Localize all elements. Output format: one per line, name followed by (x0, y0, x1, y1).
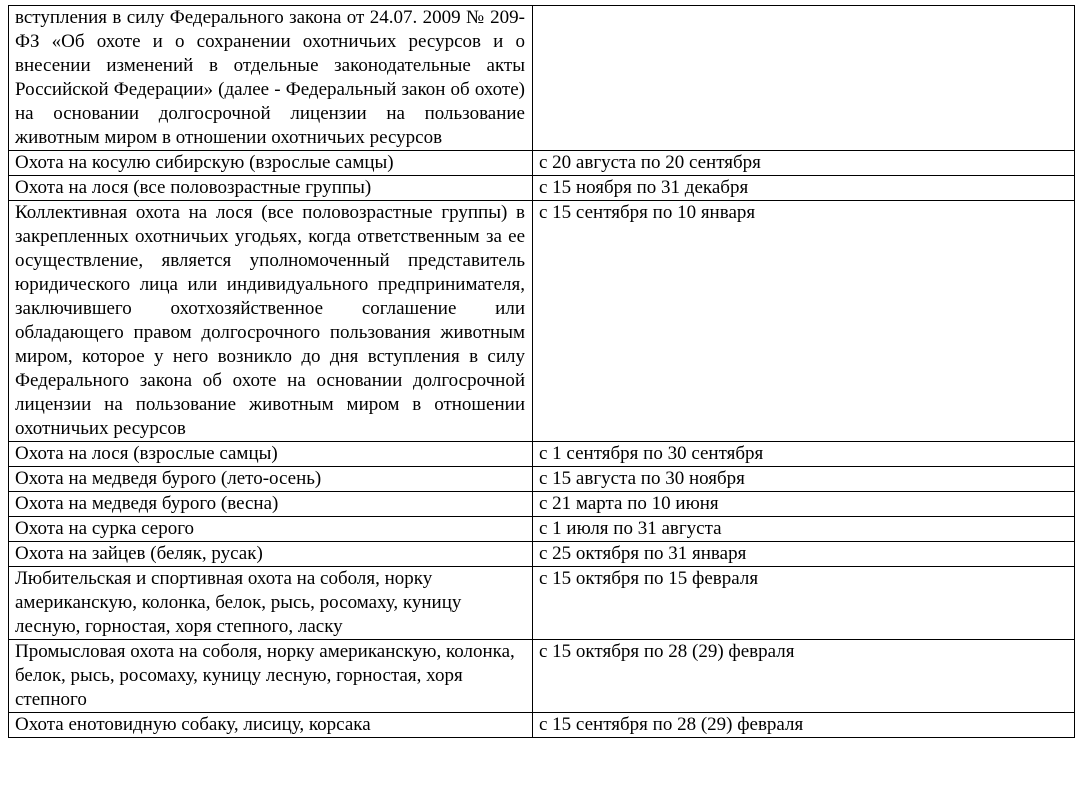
table-row (9, 151, 1075, 176)
hunting-type-cell: Охота на медведя бурого (весна) (9, 492, 533, 517)
table-row (9, 492, 1075, 517)
table-row (9, 567, 1075, 640)
table-row (9, 713, 1075, 738)
table-row (9, 467, 1075, 492)
season-period-cell: с 15 сентября по 28 (29) февраля (533, 713, 1075, 738)
hunting-seasons-table (8, 5, 1075, 738)
table-row (9, 542, 1075, 567)
season-period-cell: с 25 октября по 31 января (533, 542, 1075, 567)
season-period-cell: с 15 октября по 28 (29) февраля (533, 640, 1075, 713)
hunting-type-cell: Охота енотовидную собаку, лисицу, корсака (9, 713, 533, 738)
hunting-type-cell: Охота на косулю сибирскую (взрослые самцы) (9, 151, 533, 176)
table-row (9, 442, 1075, 467)
season-period-cell (533, 6, 1075, 151)
season-period-cell: с 15 октября по 15 февраля (533, 567, 1075, 640)
season-period-cell: с 1 июля по 31 августа (533, 517, 1075, 542)
table-row (9, 6, 1075, 151)
hunting-type-cell: Охота на лося (взрослые самцы) (9, 442, 533, 467)
hunting-type-cell: Коллективная охота на лося (все половозрастные группы) в закрепленных охотничьих угодьях, когда ответственным за ее осуществление, является уполномоченный представитель юридического лица или индивидуального предпринимателя, заключившего охотхозяйственное соглашение или обладающего правом долгосрочного пользования животным миром, которое у него возникло до дня вступления в силу Федерального закона об охоте на основании долгосрочной лицензии на пользование животным миром в отношении охотничьих ресурсов (9, 201, 533, 442)
season-period-cell: с 20 августа по 20 сентября (533, 151, 1075, 176)
season-period-cell: с 15 сентября по 10 января (533, 201, 1075, 442)
table-row (9, 517, 1075, 542)
season-period-cell: с 1 сентября по 30 сентября (533, 442, 1075, 467)
hunting-type-cell: Любительская и спортивная охота на соболя, норку американскую, колонка, белок, рысь, росомаху, куницу лесную, горностая, хоря степного, ласку (9, 567, 533, 640)
table-row (9, 201, 1075, 442)
table-row (9, 176, 1075, 201)
season-period-cell: с 21 марта по 10 июня (533, 492, 1075, 517)
season-period-cell: с 15 ноября по 31 декабря (533, 176, 1075, 201)
hunting-type-cell: Охота на медведя бурого (лето-осень) (9, 467, 533, 492)
hunting-type-cell: Охота на лося (все половозрастные группы) (9, 176, 533, 201)
hunting-type-cell: вступления в силу Федерального закона от 24.07. 2009 № 209-ФЗ «Об охоте и о сохранении охотничьих ресурсов и о внесении изменений в отдельные законодательные акты Российской Федерации» (далее - Федеральный закон об охоте) на основании долгосрочной лицензии на пользование животным миром в отношении охотничьих ресурсов (9, 6, 533, 151)
hunting-type-cell: Охота на сурка серого (9, 517, 533, 542)
hunting-type-cell: Охота на зайцев (беляк, русак) (9, 542, 533, 567)
table-row (9, 640, 1075, 713)
season-period-cell: с 15 августа по 30 ноября (533, 467, 1075, 492)
hunting-type-cell: Промысловая охота на соболя, норку американскую, колонка, белок, рысь, росомаху, куницу лесную, горностая, хоря степного (9, 640, 533, 713)
